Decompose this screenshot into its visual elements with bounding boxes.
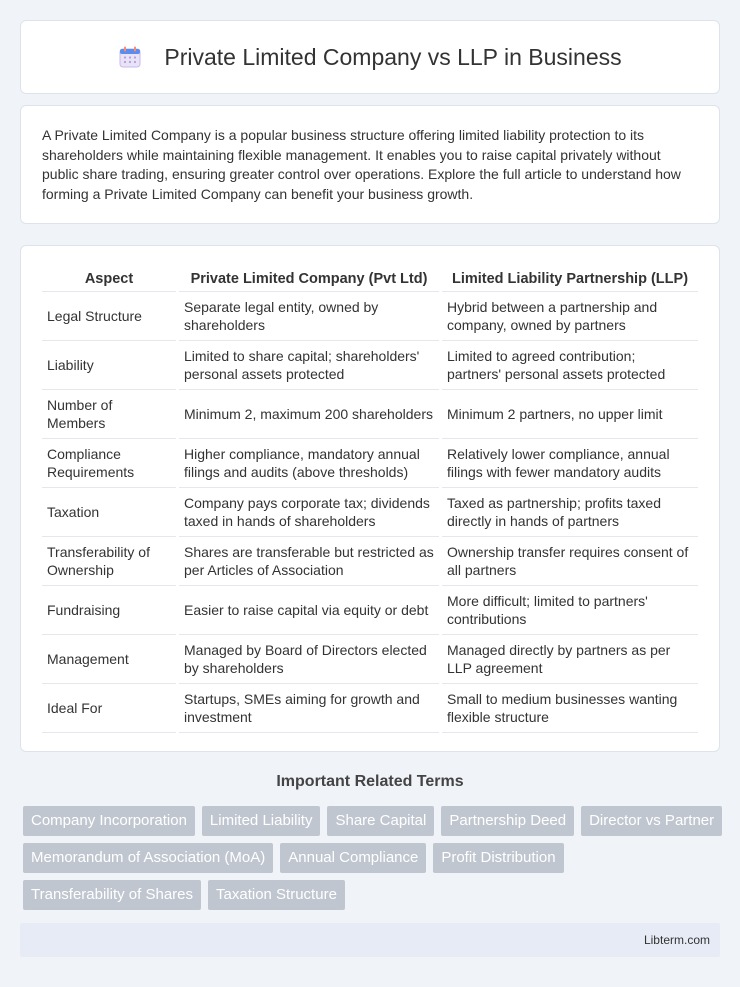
related-terms-tags bbox=[23, 806, 723, 910]
tag-company-incorporation[interactable]: Company Incorporation bbox=[23, 806, 195, 836]
cell-llp: Small to medium businesses wanting flexible structure bbox=[442, 684, 698, 733]
cell-pvt-ltd: Startups, SMEs aiming for growth and investment bbox=[179, 684, 439, 733]
cell-aspect: Taxation bbox=[42, 488, 176, 537]
tag-taxation-structure[interactable]: Taxation Structure bbox=[208, 880, 345, 910]
cell-llp: Taxed as partnership; profits taxed directly in hands of partners bbox=[442, 488, 698, 537]
cell-pvt-ltd: Higher compliance, mandatory annual filings and audits (above thresholds) bbox=[179, 439, 439, 488]
cell-pvt-ltd: Shares are transferable but restricted as per Articles of Association bbox=[179, 537, 439, 586]
table-row bbox=[42, 684, 698, 733]
cell-llp: Minimum 2 partners, no upper limit bbox=[442, 390, 698, 439]
cell-pvt-ltd: Limited to share capital; shareholders' personal assets protected bbox=[179, 341, 439, 390]
cell-pvt-ltd: Managed by Board of Directors elected by shareholders bbox=[179, 635, 439, 684]
header-card bbox=[20, 20, 720, 94]
tag-share-capital[interactable]: Share Capital bbox=[327, 806, 434, 836]
tag-director-vs-partner[interactable]: Director vs Partner bbox=[581, 806, 722, 836]
cell-llp: Relatively lower compliance, annual filings with fewer mandatory audits bbox=[442, 439, 698, 488]
table-row bbox=[42, 537, 698, 586]
related-terms-title: Important Related Terms bbox=[276, 773, 464, 790]
footer bbox=[20, 923, 720, 957]
cell-pvt-ltd: Company pays corporate tax; dividends taxed in hands of shareholders bbox=[179, 488, 439, 537]
cell-aspect: Compliance Requirements bbox=[42, 439, 176, 488]
intro-card bbox=[20, 105, 720, 224]
cell-aspect: Management bbox=[42, 635, 176, 684]
tag-memorandum-of-association[interactable]: Memorandum of Association (MoA) bbox=[23, 843, 273, 873]
cell-pvt-ltd: Minimum 2, maximum 200 shareholders bbox=[179, 390, 439, 439]
footer-site-link[interactable]: Libterm.com bbox=[643, 933, 710, 947]
page-title: Private Limited Company vs LLP in Business bbox=[164, 43, 622, 70]
header bbox=[118, 44, 621, 71]
cell-llp: Ownership transfer requires consent of all partners bbox=[442, 537, 698, 586]
tag-transferability-of-shares[interactable]: Transferability of Shares bbox=[23, 880, 201, 910]
table-row bbox=[42, 341, 698, 390]
table-row bbox=[42, 390, 698, 439]
calendar-icon bbox=[118, 45, 142, 69]
table-header-row bbox=[42, 264, 698, 292]
table-row bbox=[42, 586, 698, 635]
cell-aspect: Transferability of Ownership bbox=[42, 537, 176, 586]
cell-llp: Limited to agreed contribution; partners' personal assets protected bbox=[442, 341, 698, 390]
header-pvt-ltd: Private Limited Company (Pvt Ltd) bbox=[179, 264, 439, 292]
cell-llp: More difficult; limited to partners' contributions bbox=[442, 586, 698, 635]
comparison-table bbox=[39, 264, 701, 733]
cell-pvt-ltd: Separate legal entity, owned by shareholders bbox=[179, 292, 439, 341]
table-row bbox=[42, 635, 698, 684]
tag-limited-liability[interactable]: Limited Liability bbox=[202, 806, 321, 836]
header-llp: Limited Liability Partnership (LLP) bbox=[442, 264, 698, 292]
cell-aspect: Legal Structure bbox=[42, 292, 176, 341]
cell-pvt-ltd: Easier to raise capital via equity or debt bbox=[179, 586, 439, 635]
cell-llp: Managed directly by partners as per LLP agreement bbox=[442, 635, 698, 684]
tag-partnership-deed[interactable]: Partnership Deed bbox=[441, 806, 574, 836]
cell-llp: Hybrid between a partnership and company, owned by partners bbox=[442, 292, 698, 341]
intro-text: A Private Limited Company is a popular business structure offering limited liability protection to its shareholders while maintaining flexible management. It enables you to raise capital privately without public share trading, ensuring greater control over operations. Explore the full article to understand how forming a Private Limited Company can benefit your business growth. bbox=[42, 127, 681, 202]
cell-aspect: Ideal For bbox=[42, 684, 176, 733]
cell-aspect: Number of Members bbox=[42, 390, 176, 439]
tag-annual-compliance[interactable]: Annual Compliance bbox=[280, 843, 426, 873]
tag-profit-distribution[interactable]: Profit Distribution bbox=[433, 843, 563, 873]
table-row bbox=[42, 292, 698, 341]
table-row bbox=[42, 488, 698, 537]
cell-aspect: Fundraising bbox=[42, 586, 176, 635]
header-aspect: Aspect bbox=[42, 264, 176, 292]
cell-aspect: Liability bbox=[42, 341, 176, 390]
comparison-table-card bbox=[20, 245, 720, 752]
table-row bbox=[42, 439, 698, 488]
